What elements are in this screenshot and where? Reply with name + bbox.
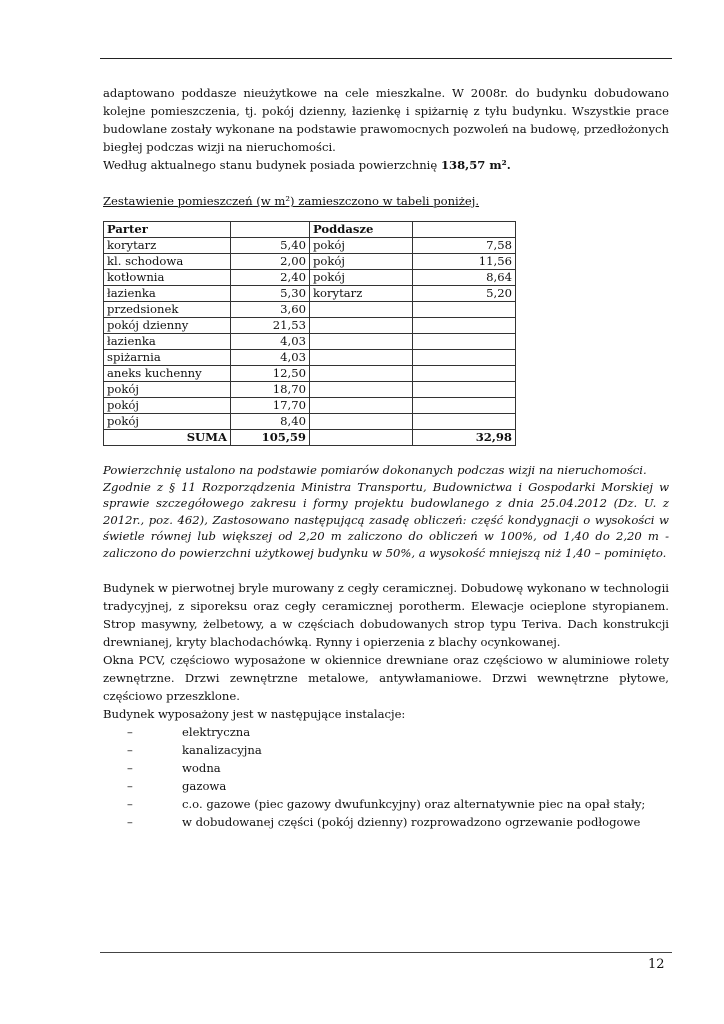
list-item [103, 759, 669, 777]
parter-room-name: przedsionek [104, 302, 231, 318]
table-sum-row [104, 430, 516, 446]
sum-parter: 105,59 [231, 430, 310, 446]
area-text: Według aktualnego stanu budynek posiada powierzchnię [103, 158, 441, 172]
table-row [104, 334, 516, 350]
list-item [103, 723, 669, 741]
parter-room-name: kotłownia [104, 270, 231, 286]
footer-rule [100, 952, 672, 953]
poddasze-room-area: 5,20 [413, 286, 516, 302]
header-rule [100, 58, 672, 59]
table-row [104, 286, 516, 302]
table-row [104, 270, 516, 286]
poddasze-room-area: 11,56 [413, 254, 516, 270]
page-number: 12 [648, 957, 665, 972]
poddasze-room-area: 7,58 [413, 238, 516, 254]
installations-list [103, 723, 669, 831]
poddasze-room-name: pokój [310, 238, 413, 254]
list-dash: – [127, 815, 133, 829]
table-row [104, 382, 516, 398]
installation-name: wodna [182, 761, 221, 775]
note-regulation: Zgodnie z § 11 Rozporządzenia Ministra Transportu, Budownictwa i Gospodarki Morskiej w sprawie szczegółowego zakresu i formy projektu budowlanego z dnia 25.04.2012 (Dz. U. z 2012r., poz. 462), Zastosowano następującą zasadę obliczeń: część kondygnacji o wysokości w świetle równej lub większej od 2,20 m zaliczono do obliczeń w 100%, od 1,40 do 2,20 m - zaliczono do powierzchni użytkowej budynku w 50%, a wysokość mniejszą niż 1,40 – pominięto. [103, 479, 669, 560]
list-dash: – [127, 779, 133, 793]
parter-room-area: 21,53 [231, 318, 310, 334]
table-row [104, 238, 516, 254]
windows-paragraph: Okna PCV, częściowo wyposażone w okiennice drewniane oraz częściowo w aluminiowe rolety zewnętrzne. Drzwi zewnętrzne metalowe, antywłamaniowe. Drzwi wewnętrzne płytowe, częściowo przeszklone. [103, 653, 669, 703]
building-description [103, 579, 669, 831]
poddasze-room-name: korytarz [310, 286, 413, 302]
parter-room-area: 4,03 [231, 334, 310, 350]
table-caption: Zestawienie pomieszczeń (w m²) zamieszczono w tabeli poniżej. [103, 194, 480, 208]
table-row [104, 398, 516, 414]
list-dash: – [127, 761, 133, 775]
table-row [104, 302, 516, 318]
parter-room-area: 5,30 [231, 286, 310, 302]
table-header-row [104, 222, 516, 238]
parter-room-area: 12,50 [231, 366, 310, 382]
sum-label: SUMA [104, 430, 231, 446]
poddasze-room-name: pokój [310, 254, 413, 270]
note-measurement: Powierzchnię ustalono na podstawie pomiarów dokonanych podczas wizji na nieruchomości. [103, 463, 647, 477]
parter-room-area: 17,70 [231, 398, 310, 414]
header-parter: Parter [104, 222, 231, 238]
parter-room-name: kl. schodowa [104, 254, 231, 270]
list-item [103, 795, 669, 813]
parter-room-name: korytarz [104, 238, 231, 254]
installation-name: w dobudowanej części (pokój dzienny) rozprowadzono ogrzewanie podłogowe [182, 815, 641, 829]
header-poddasze: Poddasze [310, 222, 413, 238]
table-row [104, 414, 516, 430]
table-row [104, 366, 516, 382]
parter-room-name: aneks kuchenny [104, 366, 231, 382]
parter-room-area: 18,70 [231, 382, 310, 398]
list-item [103, 777, 669, 795]
sum-poddasze: 32,98 [413, 430, 516, 446]
poddasze-room-area: 8,64 [413, 270, 516, 286]
table-row [104, 254, 516, 270]
installation-name: kanalizacyjna [182, 743, 262, 757]
parter-room-name: spiżarnia [104, 350, 231, 366]
installation-name: gazowa [182, 779, 227, 793]
list-dash: – [127, 797, 133, 811]
parter-room-area: 4,03 [231, 350, 310, 366]
table-row [104, 318, 516, 334]
list-item [103, 813, 669, 831]
parter-room-area: 2,00 [231, 254, 310, 270]
area-method-note [103, 462, 669, 561]
list-dash: – [127, 743, 133, 757]
parter-room-name: łazienka [104, 334, 231, 350]
parter-room-area: 3,60 [231, 302, 310, 318]
list-item [103, 741, 669, 759]
area-paragraph [103, 156, 669, 174]
parter-room-name: pokój [104, 414, 231, 430]
construction-paragraph: Budynek w pierwotnej bryle murowany z cegły ceramicznej. Dobudowę wykonano w technologii tradycyjnej, z siporeksu oraz cegły ceramicznej porotherm. Elewacje ocieplone styropianem. Strop masywny, żelbetowy, a w częściach dobudowanych strop typu Teriva. Dach konstrukcji drewnianej, kryty blachodachówką. Rynny i opierzenia z blachy ocynkowanej. [103, 581, 669, 649]
parter-room-area: 8,40 [231, 414, 310, 430]
page-content [103, 84, 669, 831]
table-row [104, 350, 516, 366]
list-dash: – [127, 725, 133, 739]
intro-paragraph: adaptowano poddasze nieużytkowe na cele mieszkalne. W 2008r. do budynku dobudowano kolejne pomieszczenia, tj. pokój dzienny, łazienkę i spiżarnię z tyłu budynku. Wszystkie prace budowlane zostały wykonane na podstawie prawomocnych pozwoleń na budowę, przedłożonych biegłej podczas wizji na nieruchomości. [103, 86, 669, 154]
installation-name: elektryczna [182, 725, 251, 739]
installations-intro: Budynek wyposażony jest w następujące instalacje: [103, 707, 406, 721]
area-value: 138,57 m². [440, 158, 511, 172]
installation-name: c.o. gazowe (piec gazowy dwufunkcyjny) oraz alternatywnie piec na opał stały; [182, 797, 646, 811]
parter-room-name: pokój dzienny [104, 318, 231, 334]
parter-room-name: pokój [104, 398, 231, 414]
parter-room-area: 5,40 [231, 238, 310, 254]
parter-room-area: 2,40 [231, 270, 310, 286]
rooms-table [103, 221, 516, 446]
parter-room-name: łazienka [104, 286, 231, 302]
poddasze-room-name: pokój [310, 270, 413, 286]
parter-room-name: pokój [104, 382, 231, 398]
